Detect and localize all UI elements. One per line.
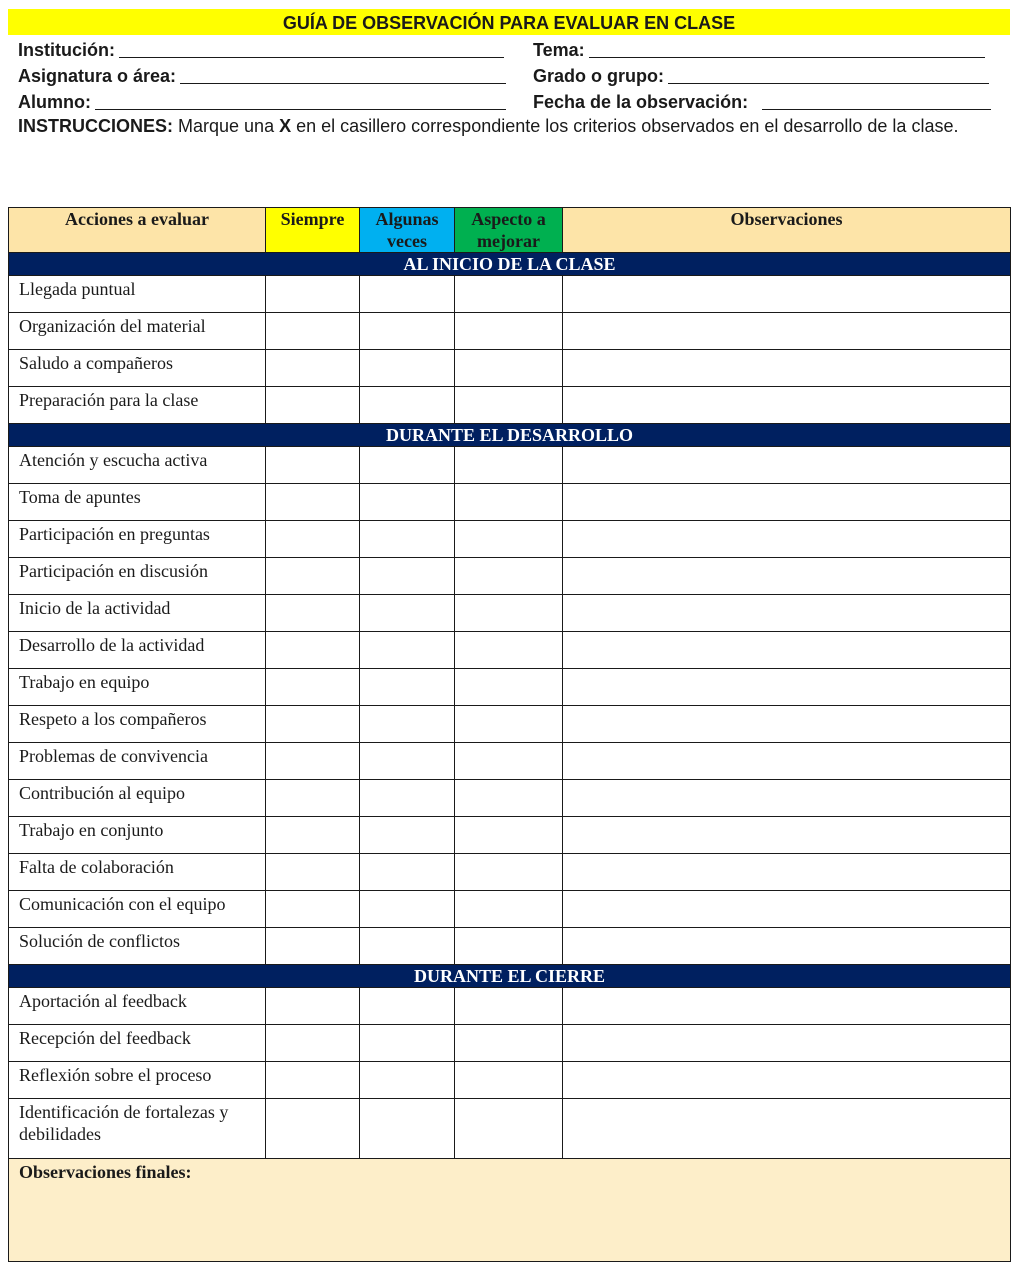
table-row [9, 706, 1011, 743]
col-algunas-veces [360, 208, 455, 253]
criterion-label: Contribución al equipo [9, 780, 266, 817]
criterion-label: Llegada puntual [9, 276, 266, 313]
criterion-label: Aportación al feedback [9, 988, 266, 1025]
observaciones-cell[interactable] [563, 669, 1011, 706]
alumno-field[interactable] [18, 89, 506, 113]
observaciones-cell[interactable] [563, 447, 1011, 484]
fecha-field[interactable] [533, 89, 991, 113]
aspecto-a-mejorar-cell[interactable] [455, 350, 563, 387]
table-row [9, 313, 1011, 350]
criterion-label: Inicio de la actividad [9, 595, 266, 632]
aspecto-a-mejorar-cell[interactable] [455, 447, 563, 484]
observaciones-cell[interactable] [563, 558, 1011, 595]
aspecto-a-mejorar-cell[interactable] [455, 988, 563, 1025]
algunas-veces-cell[interactable] [360, 558, 455, 595]
aspecto-a-mejorar-cell[interactable] [455, 743, 563, 780]
criterion-label: Participación en preguntas [9, 521, 266, 558]
siempre-cell[interactable] [266, 1025, 360, 1062]
siempre-cell[interactable] [266, 706, 360, 743]
grado-label: Grado o grupo: [533, 66, 664, 86]
siempre-cell[interactable] [266, 387, 360, 424]
observaciones-cell[interactable] [563, 854, 1011, 891]
col-algunas-line1: Algunas [375, 209, 439, 229]
aspecto-a-mejorar-cell[interactable] [455, 313, 563, 350]
observaciones-cell[interactable] [563, 988, 1011, 1025]
table-row [9, 595, 1011, 632]
algunas-veces-cell[interactable] [360, 1099, 455, 1159]
aspecto-a-mejorar-cell[interactable] [455, 817, 563, 854]
table-row [9, 1099, 1011, 1159]
observaciones-cell[interactable] [563, 706, 1011, 743]
algunas-veces-cell[interactable] [360, 484, 455, 521]
algunas-veces-cell[interactable] [360, 780, 455, 817]
siempre-cell[interactable] [266, 276, 360, 313]
asignatura-line [180, 83, 506, 84]
asignatura-label: Asignatura o área: [18, 66, 177, 86]
observaciones-cell[interactable] [563, 484, 1011, 521]
col-aspecto-line1: Aspecto a [471, 209, 546, 229]
siempre-cell[interactable] [266, 780, 360, 817]
section-title: DURANTE EL CIERRE [9, 965, 1011, 988]
observaciones-cell[interactable] [563, 817, 1011, 854]
algunas-veces-cell[interactable] [360, 669, 455, 706]
final-observations-field[interactable] [9, 1159, 1011, 1262]
aspecto-a-mejorar-cell[interactable] [455, 1062, 563, 1099]
observaciones-cell[interactable] [563, 891, 1011, 928]
tema-line [589, 57, 985, 58]
criterion-label: Desarrollo de la actividad [9, 632, 266, 669]
siempre-cell[interactable] [266, 632, 360, 669]
criterion-label: Organización del material [9, 313, 266, 350]
fecha-line [762, 109, 991, 110]
table-row [9, 743, 1011, 780]
siempre-cell[interactable] [266, 928, 360, 965]
criterion-label: Saludo a compañeros [9, 350, 266, 387]
algunas-veces-cell[interactable] [360, 854, 455, 891]
table-row [9, 447, 1011, 484]
final-observations-row [9, 1159, 1011, 1262]
observaciones-cell[interactable] [563, 1025, 1011, 1062]
observaciones-cell[interactable] [563, 521, 1011, 558]
criterion-label: Preparación para la clase [9, 387, 266, 424]
algunas-veces-cell[interactable] [360, 632, 455, 669]
algunas-veces-cell[interactable] [360, 350, 455, 387]
siempre-cell[interactable] [266, 521, 360, 558]
page-title: GUÍA DE OBSERVACIÓN PARA EVALUAR EN CLASE [8, 9, 1010, 35]
siempre-cell[interactable] [266, 313, 360, 350]
evaluation-table [8, 207, 1011, 1262]
siempre-cell[interactable] [266, 891, 360, 928]
table-row [9, 928, 1011, 965]
aspecto-a-mejorar-cell[interactable] [455, 521, 563, 558]
algunas-veces-cell[interactable] [360, 447, 455, 484]
col-aspecto-a-mejorar [455, 208, 563, 253]
col-siempre: Siempre [266, 208, 360, 253]
aspecto-a-mejorar-cell[interactable] [455, 1025, 563, 1062]
instructions-text-before: Marque una [173, 116, 280, 136]
observaciones-cell[interactable] [563, 387, 1011, 424]
instructions-mark: X [279, 116, 292, 136]
algunas-veces-cell[interactable] [360, 521, 455, 558]
algunas-veces-cell[interactable] [360, 313, 455, 350]
instructions-text-after: en el casillero correspondiente los criterios observados en el desarrollo de la clase. [291, 116, 959, 136]
aspecto-a-mejorar-cell[interactable] [455, 387, 563, 424]
siempre-cell[interactable] [266, 595, 360, 632]
siempre-cell[interactable] [266, 669, 360, 706]
table-row [9, 891, 1011, 928]
siempre-cell[interactable] [266, 350, 360, 387]
table-row [9, 632, 1011, 669]
institucion-label: Institución: [18, 40, 115, 60]
algunas-veces-cell[interactable] [360, 988, 455, 1025]
institucion-field[interactable] [18, 37, 504, 61]
siempre-cell[interactable] [266, 447, 360, 484]
tema-field[interactable] [533, 37, 985, 61]
observaciones-cell[interactable] [563, 632, 1011, 669]
final-observations-label: Observaciones finales: [19, 1162, 192, 1182]
criterion-label: Participación en discusión [9, 558, 266, 595]
criterion-label: Recepción del feedback [9, 1025, 266, 1062]
criterion-label: Identificación de fortalezas y debilidades [9, 1099, 266, 1159]
table-row [9, 387, 1011, 424]
observaciones-cell[interactable] [563, 276, 1011, 313]
aspecto-a-mejorar-cell[interactable] [455, 669, 563, 706]
table-row [9, 484, 1011, 521]
algunas-veces-cell[interactable] [360, 595, 455, 632]
criterion-label: Falta de colaboración [9, 854, 266, 891]
criterion-label: Trabajo en conjunto [9, 817, 266, 854]
col-aspecto-line2: mejorar [477, 231, 540, 251]
table-row [9, 780, 1011, 817]
fecha-label: Fecha de la observación: [533, 92, 749, 112]
criterion-label: Toma de apuntes [9, 484, 266, 521]
algunas-veces-cell[interactable] [360, 1025, 455, 1062]
col-acciones: Acciones a evaluar [9, 208, 266, 253]
aspecto-a-mejorar-cell[interactable] [455, 484, 563, 521]
siempre-cell[interactable] [266, 484, 360, 521]
criterion-label: Problemas de convivencia [9, 743, 266, 780]
algunas-veces-cell[interactable] [360, 387, 455, 424]
algunas-veces-cell[interactable] [360, 743, 455, 780]
criterion-label: Solución de conflictos [9, 928, 266, 965]
table-row [9, 521, 1011, 558]
siempre-cell[interactable] [266, 817, 360, 854]
instructions [18, 113, 978, 139]
criterion-label: Trabajo en equipo [9, 669, 266, 706]
criterion-label: Atención y escucha activa [9, 447, 266, 484]
table-row [9, 350, 1011, 387]
criterion-label: Comunicación con el equipo [9, 891, 266, 928]
table-row [9, 854, 1011, 891]
siempre-cell[interactable] [266, 1099, 360, 1159]
aspecto-a-mejorar-cell[interactable] [455, 706, 563, 743]
aspecto-a-mejorar-cell[interactable] [455, 928, 563, 965]
siempre-cell[interactable] [266, 1062, 360, 1099]
algunas-veces-cell[interactable] [360, 928, 455, 965]
siempre-cell[interactable] [266, 988, 360, 1025]
aspecto-a-mejorar-cell[interactable] [455, 558, 563, 595]
criterion-label: Respeto a los compañeros [9, 706, 266, 743]
siempre-cell[interactable] [266, 743, 360, 780]
section-header-row [9, 253, 1011, 276]
observaciones-cell[interactable] [563, 1099, 1011, 1159]
table-row [9, 817, 1011, 854]
algunas-veces-cell[interactable] [360, 891, 455, 928]
observaciones-cell[interactable] [563, 595, 1011, 632]
aspecto-a-mejorar-cell[interactable] [455, 854, 563, 891]
aspecto-a-mejorar-cell[interactable] [455, 891, 563, 928]
section-title: AL INICIO DE LA CLASE [9, 253, 1011, 276]
table-row [9, 988, 1011, 1025]
aspecto-a-mejorar-cell[interactable] [455, 1099, 563, 1159]
siempre-cell[interactable] [266, 558, 360, 595]
table-header-row [9, 208, 1011, 253]
observaciones-cell[interactable] [563, 928, 1011, 965]
observaciones-cell[interactable] [563, 1062, 1011, 1099]
observaciones-cell[interactable] [563, 313, 1011, 350]
section-header-row [9, 965, 1011, 988]
observaciones-cell[interactable] [563, 743, 1011, 780]
aspecto-a-mejorar-cell[interactable] [455, 595, 563, 632]
criterion-label: Reflexión sobre el proceso [9, 1062, 266, 1099]
table-row [9, 558, 1011, 595]
table-row [9, 1062, 1011, 1099]
asignatura-field[interactable] [18, 63, 506, 87]
table-row [9, 1025, 1011, 1062]
table-row [9, 669, 1011, 706]
instructions-label: INSTRUCCIONES: [18, 116, 174, 136]
aspecto-a-mejorar-cell[interactable] [455, 276, 563, 313]
algunas-veces-cell[interactable] [360, 706, 455, 743]
alumno-line [95, 109, 506, 110]
col-algunas-line2: veces [387, 231, 427, 251]
algunas-veces-cell[interactable] [360, 276, 455, 313]
observaciones-cell[interactable] [563, 780, 1011, 817]
tema-label: Tema: [533, 40, 585, 60]
algunas-veces-cell[interactable] [360, 817, 455, 854]
institucion-line [119, 57, 504, 58]
col-observaciones: Observaciones [563, 208, 1011, 253]
siempre-cell[interactable] [266, 854, 360, 891]
section-header-row [9, 424, 1011, 447]
aspecto-a-mejorar-cell[interactable] [455, 780, 563, 817]
algunas-veces-cell[interactable] [360, 1062, 455, 1099]
table-row [9, 276, 1011, 313]
observaciones-cell[interactable] [563, 350, 1011, 387]
grado-field[interactable] [533, 63, 989, 87]
grado-line [668, 83, 989, 84]
section-title: DURANTE EL DESARROLLO [9, 424, 1011, 447]
alumno-label: Alumno: [18, 92, 91, 112]
aspecto-a-mejorar-cell[interactable] [455, 632, 563, 669]
